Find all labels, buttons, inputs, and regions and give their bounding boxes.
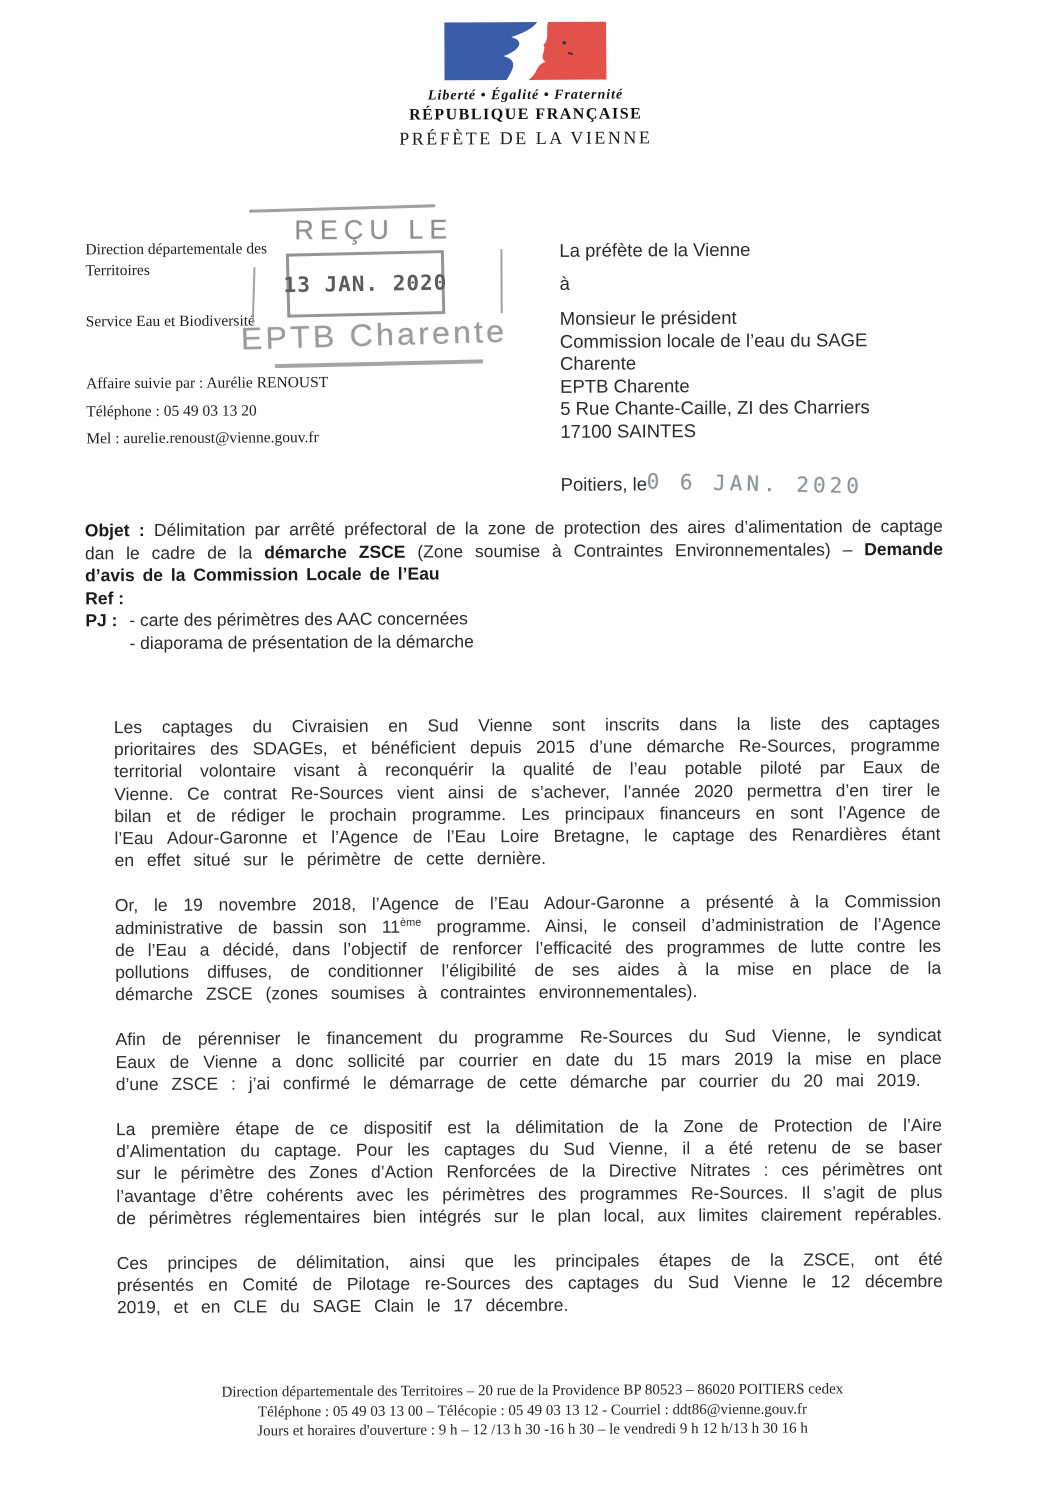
body-paragraph-5: Ces principes de délimitation, ainsi que les principales étapes de la ZSCE, ont été présentés en Comité de Pilotage re-Sources des captages du Sud Vienne le 12 décembre 2019, et en CLE du SAGE Clain le 17 décembre. — [116, 1248, 943, 1318]
sender-case-officer: Affaire suivie par : Aurélie RENOUST — [86, 374, 329, 393]
pj-line — [85, 605, 943, 654]
body-paragraph-2 — [115, 890, 942, 1005]
objet-bold-demande: Demande d’avis de la Commission Locale de l’Eau — [85, 538, 944, 586]
pj-label: PJ : — [85, 610, 118, 631]
objet-text: (Zone soumise à Contraintes Environnementales) – — [405, 538, 865, 562]
body-paragraph-1: Les captages du Civraisien en Sud Vienne sont inscrits dans la liste des captages prioritaires des SDAGEs, et bénéficient depuis 2015 d’une démarche Re-Sources, programme territorial volontaire visant à reconquérir la qualité de l’eau potable piloté par Eaux de Vienne. Ce contrat Re-Sources vient ainsi de s’achever, l’année 2020 permettra d’en tirer le bilan et de rédiger le prochain programme. Les principaux financeurs en sont l’Agence de l’Eau Adour-Garonne et l’Agence de l’Eau Loire Bretagne, le captage des Renardières étant en effet situé sur le périmètre de cette dernière. — [113, 712, 941, 871]
footer-block — [3, 1379, 1058, 1443]
footer-contact-line: Téléphone : 05 49 03 13 00 – Télécopie : 05 49 03 13 12 - Courriel : ddt86@vienne.gouv.fr — [257, 1401, 808, 1420]
dateline-date-stamp: 0 6 JAN. 2020 — [646, 469, 864, 499]
received-stamp-date: 13 JAN. 2020 — [283, 270, 448, 298]
footer-hours-line: Jours et horaires d'ouverture : 9 h – 12 /13 h 30 -16 h 30 – le vendredi 9 h 12 h/13 h 30 16 h — [257, 1420, 808, 1440]
sender-email: Mel : aurelie.renoust@vienne.gouv.fr — [86, 429, 319, 448]
body-paragraph-2-end: programme. Ainsi, le conseil d’administration de l’Agence de l’Eau a décidé, dans l’objectif de renforcer l’efficacité des programmes de lutte contre les pollutions diffuses, de conditionner l’éligibilité de ses aides à la mise en place de la démarche ZSCE (zones soumises à contraintes environnementales). — [114, 913, 942, 1005]
objet-text: Délimitation par arrêté préfectoral de la zone de protection des aires d’alimentation de captage dan le cadre de la — [84, 515, 943, 563]
received-stamp-bottom-line — [275, 359, 483, 368]
subject-block — [85, 515, 944, 654]
received-stamp-org: EPTB Charente — [240, 313, 508, 357]
ref-label: Ref : — [85, 587, 125, 608]
pj-item: - diaporama de présentation de la démarche — [129, 630, 474, 653]
recipient-line: Monsieur le président — [559, 306, 737, 329]
marianne-logo — [444, 22, 606, 81]
received-stamp-left-tick — [252, 267, 256, 323]
dateline-place: Poitiers, le — [560, 473, 648, 495]
sender-direction: Direction départementale des Territoires — [85, 240, 268, 280]
motto: Liberté • Égalité • Fraternité — [427, 87, 624, 104]
prefecture-title: PRÉFÈTE DE LA VIENNE — [399, 127, 653, 149]
received-stamp-right-tick — [500, 249, 502, 313]
body-paragraph-2-start: Or, le 19 novembre 2018, l’Agence de l’Eau Adour-Garonne a présenté à la Commission administrative de bassin son 11 — [114, 891, 941, 938]
objet-label: Objet : — [84, 520, 145, 541]
letterhead — [0, 19, 1055, 127]
sender-service: Service Eau et Biodiversité — [85, 312, 255, 331]
received-stamp-top-line — [249, 204, 435, 213]
pj-item: - carte des périmètres des AAC concernées — [129, 608, 468, 631]
letter-author: La préfète de la Vienne — [559, 238, 751, 261]
received-stamp-date-box — [283, 250, 448, 318]
ordinal-superscript: ème — [399, 916, 422, 929]
footer-address-line: Direction départementale des Territoires – 20 rue de la Providence BP 80523 – 86020 POITIERS cedex — [221, 1381, 844, 1401]
recipient-block — [559, 238, 912, 443]
subject-line — [85, 515, 943, 587]
objet-bold-zsce: démarche ZSCE — [264, 541, 406, 562]
body-paragraph-3: Afin de pérenniser le financement du programme Re-Sources du Sud Vienne, le syndicat Eaux de Vienne a donc sollicité par courrier en date du 15 mars 2019 la mise en place d’une ZSCE : j’ai confirmé le démarrage de cette démarche par courrier du 20 mai 2019. — [115, 1025, 942, 1095]
recipient-line: EPTB Charente — [560, 374, 690, 397]
letter-body — [114, 712, 943, 1342]
sender-phone: Téléphone : 05 49 03 13 20 — [86, 402, 257, 421]
body-paragraph-4: La première étape de ce dispositif est la délimitation de la Zone de Protection de l’Aire d’Alimentation du captage. Pour les captages du Sud Vienne, il a été retenu de se baser sur le périmètre des Zones d’Action Renforcées de la Directive Nitrates : ces périmètres ont l’avantage d’être cohérents avec les périmètres des programmes Re-Sources. Il s’agit de plus de périmètres réglementaires bien intégrés sur le plan local, aux limites clairement repérables. — [115, 1114, 943, 1229]
recipient-line: 17100 SAINTES — [560, 419, 697, 442]
recipient-to-word: à — [559, 272, 570, 294]
received-stamp-label: REÇU LE — [294, 214, 454, 246]
republic-name: RÉPUBLIQUE FRANÇAISE — [409, 105, 643, 124]
recipient-line: Commission locale de l’eau du SAGE Charente — [559, 328, 868, 374]
recipient-line: 5 Rue Chante-Caille, ZI des Charriers — [560, 396, 870, 419]
pj-items — [129, 607, 474, 654]
